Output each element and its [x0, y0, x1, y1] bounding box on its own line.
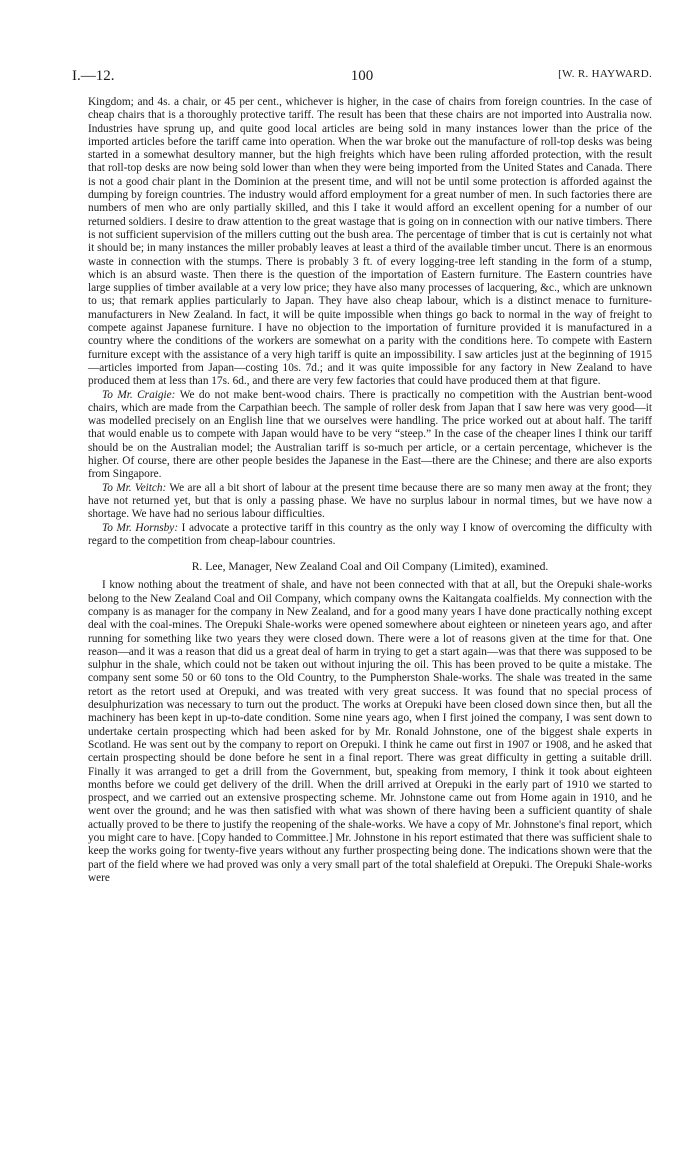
page-number: 100: [350, 68, 374, 84]
witness-heading: R. Lee, Manager, New Zealand Coal and Oil Company (Limited), examined.: [191, 560, 549, 574]
speaker-label: To Mr. Craigie:: [102, 388, 176, 401]
page-header: [72, 68, 652, 90]
paragraph-continuation: [88, 96, 652, 389]
paragraph-text: We are all a bit short of labour at the present time because there are so many men away at the front; they have not returned yet, but that is only a passing phase. We have no surplus labour in normal times, but we have now a shortage. We have had no serious labour difficulties.: [88, 481, 652, 521]
speaker-label: To Mr. Hornsby:: [102, 521, 179, 534]
paragraph-text: We do not make bent-wood chairs. There is practically no competition with the Austrian bent-wood chairs, which are made from the Carpathian beech. The sample of roller desk from Japan that I saw here was very good—it was modelled precisely on an English line that we ourselves were handling. The price worked out at about half. The tariff that would enable us to compete with Japan would have to be very “steep.” In the case of the cheaper lines I think our tariff should be on the Australian model; the Australian tariff is so-much per article, or a certain percentage, whichever is the higher. Of course, there are other people besides the Japanese in the East—there are the Chinese; and there are also exports from Singapore.: [88, 388, 653, 481]
paragraph-lee-testimony: [88, 579, 652, 885]
paragraph-text: Kingdom; and 4s. a chair, or 45 per cent., whichever is higher, in the case of chairs from foreign countries. In the case of cheap chairs that is a thoroughly protective tariff. The result has been that these chairs are not imported into Australia now. Industries have sprung up, and quite good local articles are being sold in many instances lower than the price of the imported articles before the tariff came into operation. When the war broke out the manufacture of roll-top desks was being started in a somewhat desultory manner, but the high freights which have been ruling afforded protection, with the result that roll-top desks are now being sold lower than when they were being imported from the United States and Canada. There is not a good chair plant in the Dominion at the present time, and will not be until some protection is afforded against the dumping by foreign countries. The industry would afford employment for a great number of men. In such factories there are numbers of men who are only partially skilled, and this I take it would afford an excellent opening for a number of our returned soldiers. I desire to draw attention to the great wastage that is going on in connection with our native timbers. There is not sufficient supervision of the millers cutting out the bush area. The percentage of timber that is cut is certainly not what it should be; in many instances the miller probably leaves at least a third of the available timber uncut. There is an enormous waste in connection with the stumps. There is probably 3 ft. of every logging-tree left standing in the form of a stump, which is an absurd waste. Then there is the question of the importation of Eastern furniture. The Eastern countries have large supplies of timber available at a very low price; they have also many processes of lacquering, &c., which are unknown to us; that remark applies particularly to Japan. They have also cheap labour, which is a distinct menace to furniture-manufacturers in New Zealand. In fact, it will be quite impossible when things go back to normal in the way of freight to compete against Japanese furniture. I have no objection to the importation of furniture provided it is manufactured in a country where the conditions of the workers are somewhat on a parity with the conditions here. To compete with Eastern furniture except with the assistance of a very high tariff is quite an impossibility. I saw articles just at the beginning of 1915—articles imported from Japan—costing 10s. 7d.; and it was quite impossible for any factory in New Zealand to have produced them at less than 17s. 6d., and there are very few factories that could have produced them at that figure.: [88, 96, 652, 388]
paragraph-veitch: [88, 482, 652, 522]
paragraph-text: I know nothing about the treatment of shale, and have not been connected with that at all, but the Orepuki shale-works belong to the New Zealand Coal and Oil Company, which company owns the Kaitangata coalfields. My connection with the company is as manager for the company in New Zealand, and for a good many years I have done practically nothing except deal with the coal-mines. The Orepuki Shale-works were opened somewhere about eighteen or nineteen years ago, and after running for something like two years they were closed down. There were a lot of reasons given at the time for that. One reason—and it was a reason that did us a great deal of harm in trying to get a start again—was that there was supposed to be sulphur in the shale, which could not be taken out without injuring the oil. This has been proved to be quite a mistake. The company sent some 50 or 60 tons to the Old Country, to the Pumpherston Shale-works. The shale was treated in the same retort as the retort used at Orepuki, and was treated with very great success. It was found that no special process of desulphurization was necessary to turn out the product. The works at Orepuki have been closed down since then, but all the machinery has been kept in up-to-date condition. Some nine years ago, when I first joined the company, I was sent down to undertake certain prospecting which had been asked for by Mr. Ronald Johnstone, one of the biggest shale experts in Scotland. He was sent out by the company to report on Orepuki. I think he came out first in 1907 or 1908, and he asked that certain prospecting should be done before he sent in a final report. There was great difficulty in getting a suitable drill. Finally it was arranged to get a drill from the Government, but, speaking from memory, I think it took about eighteen months before we could get delivery of the drill. When the drill arrived at Orepuki in the early part of 1910 we started to prospect, and we carried out an extensive prospecting scheme. Mr. Johnstone came out from Home again in 1910, and he went over the ground; and he was then satisfied with what was shown of there having been a sufficient quantity of shale actually proved to be there to justify the reopening of the shale-works. We have a copy of Mr. Johnstone's final report, which you might care to have. [Copy handed to Committee.] Mr. Johnstone in his report estimated that there was sufficient shale to keep the works going for twenty-five years without any further prospecting being done. The indications shown were that the part of the field where we had proved was only a very small part of the total shalefield at Orepuki. The Orepuki Shale-works were: [88, 579, 652, 884]
paragraph-text: I advocate a protective tariff in this country as the only way I know of overcoming the difficulty with regard to the competition from cheap-labour countries.: [88, 521, 652, 547]
report-reference: I.—12.: [72, 68, 115, 84]
witness-name: [W. R. HAYWARD.: [558, 68, 652, 80]
paragraph-hornsby: [88, 522, 652, 549]
page-body: [88, 96, 652, 885]
paragraph-craigie: [88, 389, 652, 482]
speaker-label: To Mr. Veitch:: [102, 481, 167, 494]
